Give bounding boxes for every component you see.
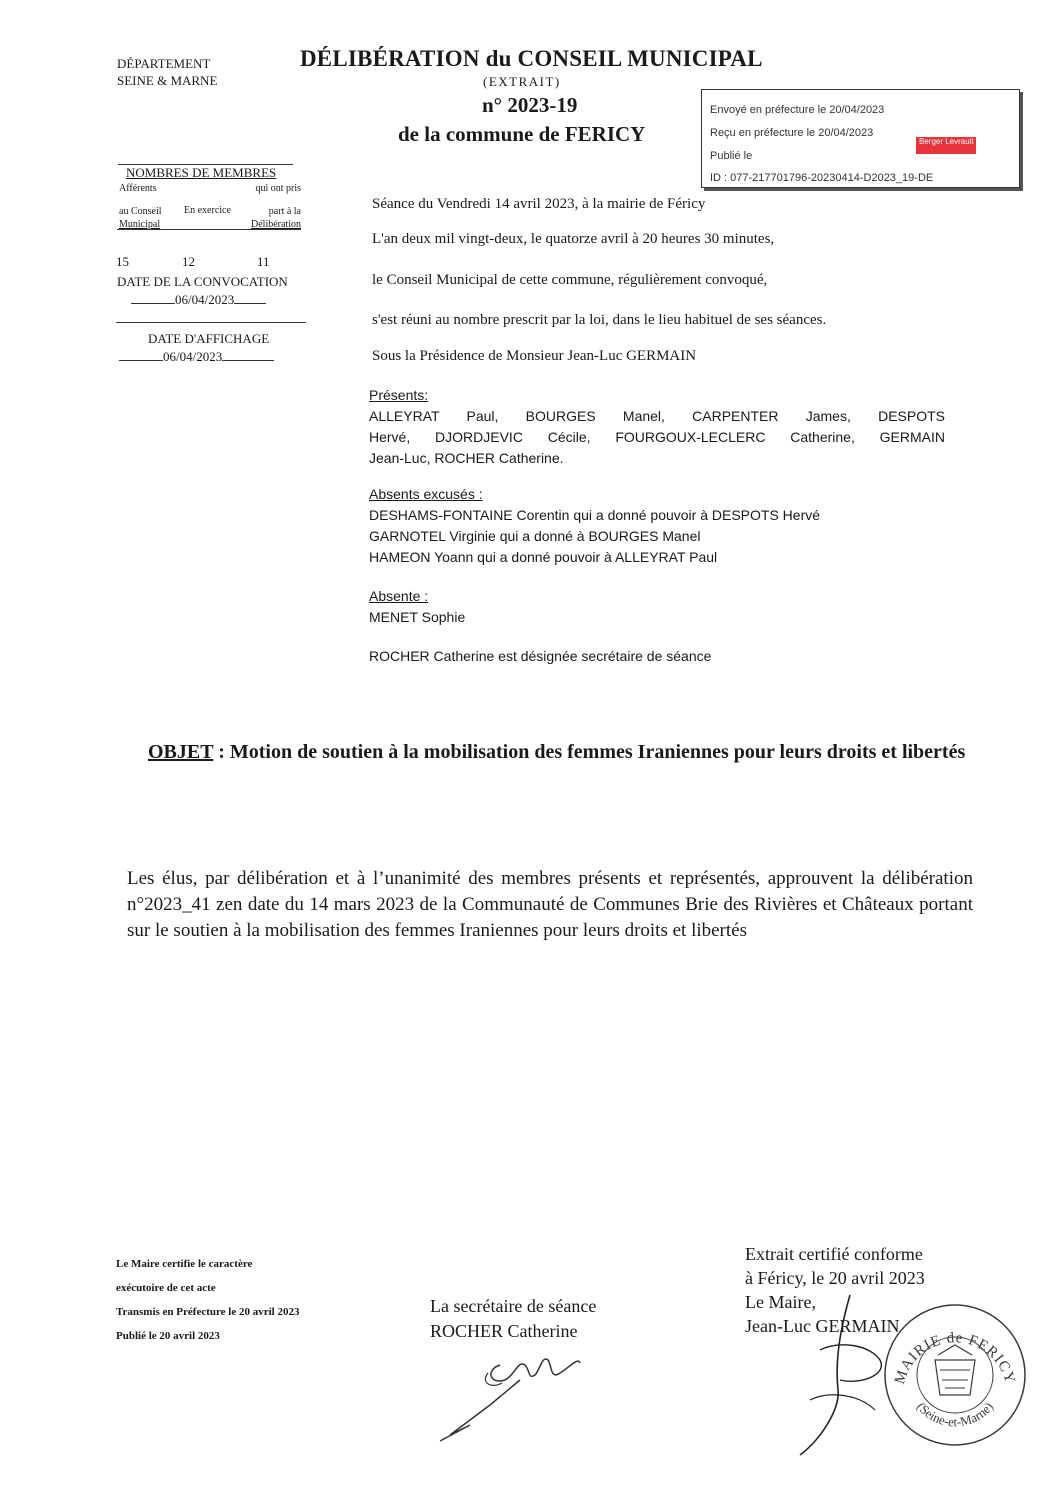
absent-excuse-2: GARNOTEL Virginie qui a donné à BOURGES Manel [369,528,701,544]
transmis-prefecture: Transmis en Préfecture le 20 avril 2023 [116,1306,300,1318]
certifie-line-1: Le Maire certifie le caractère [116,1258,253,1270]
absent-excuse-3: HAMEON Yoann qui a donné pouvoir à ALLEYRAT Paul [369,549,718,565]
presents-line-3: Jean-Luc, ROCHER Catherine. [369,450,564,466]
afferents-header-line1: Afférents [119,183,157,194]
affichage-date-row [119,349,274,365]
pris-part-count: 11 [257,254,270,269]
objet-text: Motion de soutien à la mobilisation des femmes Iraniennes pour leurs droits et libertés [229,741,966,763]
secretaire-name: ROCHER Catherine [430,1321,578,1341]
extrait-label: (EXTRAIT) [483,74,561,89]
berger-levrault-logo: Berger Levrault [916,137,976,154]
afferents-header [119,182,162,231]
affichage-divider [116,322,306,323]
objet-colon: : [213,741,230,763]
secretaire-designee: ROCHER Catherine est désignée secrétaire de séance [369,648,712,664]
convocation-date-row [131,292,266,308]
seance-line-4: s'est réuni au nombre prescrit par la loi, dans le lieu habituel de ses séances. [372,312,827,328]
objet-block [148,738,978,767]
seance-line-5: Sous la Présidence de Monsieur Jean-Luc GERMAIN [372,348,697,364]
presents-line-1: ALLEYRAT Paul, BOURGES Manel, CARPENTER James, DESPOTS [369,408,945,424]
absents-excuses-block [369,484,820,568]
presents-label: Présents: [369,387,429,403]
received-date: Reçu en préfecture le 20/04/2023 [710,127,874,139]
published-label: Publié le [710,150,753,162]
absents-excuses-label: Absents excusés : [369,486,483,502]
pris-part-header-line1: qui ont pris [255,183,301,194]
afferents-header-line2: au Conseil [119,206,162,217]
affichage-date: 06/04/2023 [163,349,223,364]
secretaire-title: La secrétaire de séance [430,1296,597,1316]
document-title: DÉLIBÉRATION du CONSEIL MUNICIPAL [300,46,763,71]
maire-certification [116,1252,300,1348]
seance-line-2: L'an deux mil vingt-deux, le quatorze avril à 20 heures 30 minutes, [372,231,775,247]
publie-date: Publié le 20 avril 2023 [116,1330,220,1342]
prefecture-receipt-box [701,89,1020,188]
certifie-line-2: exécutoire de cet acte [116,1282,216,1294]
absente-label: Absente : [369,588,429,604]
presents-line-2: Hervé, DJORDJEVIC Cécile, FOURGOUX-LECLERC Catherine, GERMAIN [369,429,945,445]
absent-excuse-1: DESHAMS-FONTAINE Corentin qui a donné pouvoir à DESPOTS Hervé [369,507,821,523]
act-id: ID : 077-217701796-20230414-D2023_19-DE [710,172,934,184]
department-block [117,55,217,89]
deliberation-paragraph: Les élus, par délibération et à l’unanimité des membres présents et représentés, approuvent la délibération n°2023_41 zen date du 14 mars 2023 de la Communauté de Communes Brie des Rivières et Châteaux portant sur le soutien à la mobilisation des femmes Iraniennes pour leurs droits et libertés [127,868,973,941]
afferents-count: 15 [116,254,129,269]
commune-name: de la commune de FERICY [398,122,646,146]
convocation-date: 06/04/2023 [175,292,235,307]
sent-date: Envoyé en préfecture le 20/04/2023 [710,104,885,116]
members-divider [117,229,301,230]
presents-block [369,385,945,469]
conforme-line-1: Extrait certifié conforme [745,1244,923,1264]
members-heading-rule [118,164,293,181]
exercice-header: En exercice [184,205,231,216]
exercice-count: 12 [182,254,195,269]
seance-line-3: le Conseil Municipal de cette commune, régulièrement convoqué, [372,272,768,288]
conforme-line-4: Jean-Luc GERMAIN [745,1316,900,1336]
department-name: SEINE & MARNE [117,73,218,88]
seance-line-1: Séance du Vendredi 14 avril 2023, à la mairie de Féricy [372,196,706,212]
secretaire-signature-block [430,1294,596,1344]
pris-part-header-line3: Délibération [251,219,301,230]
affichage-date-label: DATE D'AFFICHAGE [148,331,270,346]
conforme-line-2: à Féricy, le 20 avril 2023 [745,1268,925,1288]
absente-name: MENET Sophie [369,609,466,625]
mairie-stamp [880,1300,1030,1450]
svg-text:MAIRIE de FERICY: MAIRIE de FERICY [891,1330,1018,1387]
secretaire-signature [430,1345,590,1445]
absente-block [369,586,465,628]
convocation-date-label: DATE DE LA CONVOCATION [117,274,288,289]
pris-part-header [245,182,301,231]
objet-label: OBJET [148,741,214,763]
afferents-header-line3: Municipal [119,219,161,230]
members-heading: NOMBRES DE MEMBRES [126,165,277,180]
svg-text:(Seine-et-Marne): (Seine-et-Marne) [913,1399,997,1430]
pris-part-header-line2: part à la [268,206,301,217]
deliberation-number: n° 2023-19 [482,93,578,117]
department-label: DÉPARTEMENT [117,56,211,71]
conforme-line-3: Le Maire, [745,1292,816,1312]
